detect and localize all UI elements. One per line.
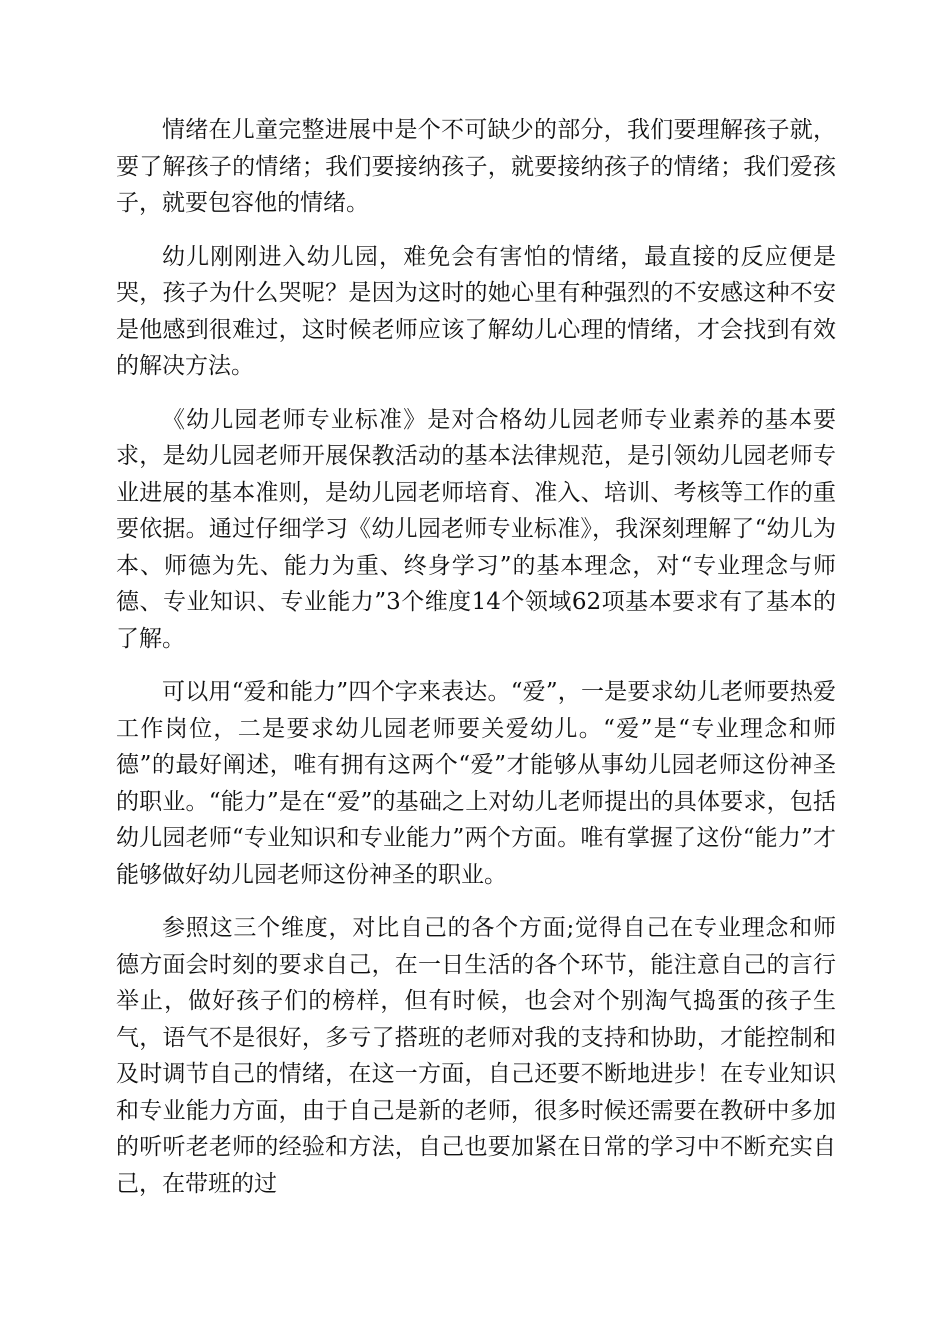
document-body [116,112,836,1219]
paragraph-self-reflection: 参照这三个维度，对比自己的各个方面;觉得自己在专业理念和师德方面会时刻的要求自己，在一日生活的各个环节，能注意自己的言行举止，做好孩子们的榜样，但有时候，也会对个别淘气捣蛋的孩子生气，语气不是很好，多亏了搭班的老师对我的支持和协助，才能控制和及时调节自己的情绪，在这一方面，自己还要不断地进步！在专业知识和专业能力方面，由于自己是新的老师，很多时候还需要在教研中多加的听听老老师的经验和方法，自己也要加紧在日常的学习中不断充实自己，在带班的过 [116,915,836,1197]
paragraph-standard: 《幼儿园老师专业标准》是对合格幼儿园老师专业素养的基本要求，是幼儿园老师开展保教活动的基本法律规范，是引领幼儿园老师专业进展的基本准则，是幼儿园老师培育、准入、培训、考核等工作的重要依据。通过仔细学习《幼儿园老师专业标准》，我深刻理解了“幼儿为本、师德为先、能力为重、终身学习”的基本理念，对“专业理念与师德、专业知识、专业能力”3个维度14个领域62项基本要求有了基本的了解。 [116,406,836,652]
paragraph-emotions: 情绪在儿童完整进展中是个不可缺少的部分，我们要理解孩子就，要了解孩子的情绪；我们要接纳孩子，就要接纳孩子的情绪；我们爱孩子，就要包容他的情绪。 [116,117,836,216]
paragraph-crying: 幼儿刚刚进入幼儿园，难免会有害怕的情绪，最直接的反应便是哭，孩子为什么哭呢？是因为这时的她心里有种强烈的不安感这种不安是他感到很难过，这时候老师应该了解幼儿心理的情绪，才会找到有效的解决方法。 [116,243,836,379]
paragraph-love-and-ability: 可以用“爱和能力”四个字来表达。“爱”，一是要求幼儿老师要热爱工作岗位，二是要求幼儿园老师要关爱幼儿。“爱”是“专业理念和师德”的最好阐述，唯有拥有这两个“爱”才能够从事幼儿园老师这份神圣的职业。“能力”是在“爱”的基础之上对幼儿老师提出的具体要求，包括幼儿园老师“专业知识和专业能力”两个方面。唯有掌握了这份“能力”才能够做好幼儿园老师这份神圣的职业。 [116,679,836,888]
